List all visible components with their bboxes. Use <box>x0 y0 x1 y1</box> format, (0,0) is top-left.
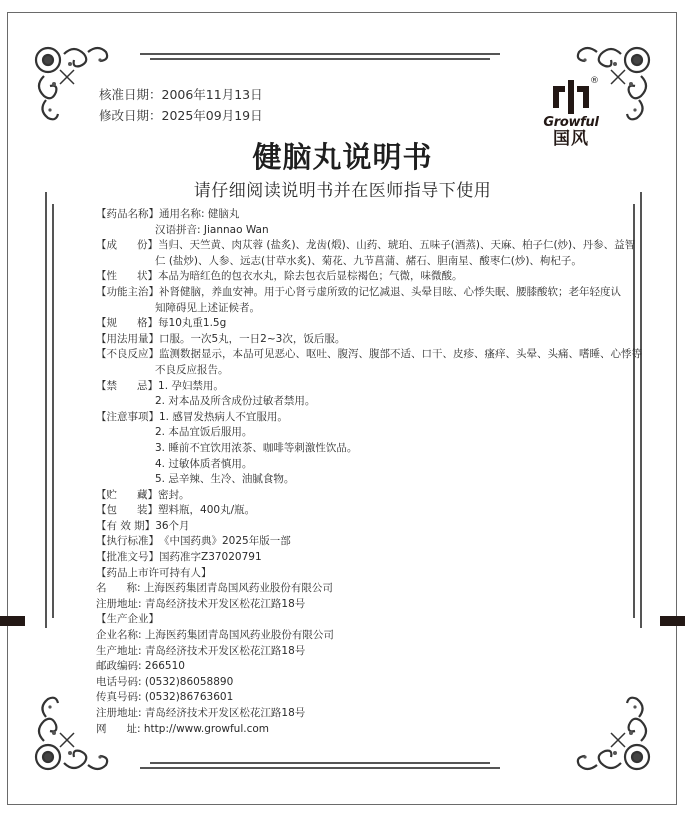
phone-number: (0532)86058890 <box>144 675 234 688</box>
top-border-line <box>140 53 500 55</box>
section-label: 【成 份】 <box>96 239 159 252</box>
section-adverse-reactions <box>96 347 642 363</box>
field-label: 电话号码: <box>96 675 145 688</box>
section-label: 【用法用量】 <box>96 332 159 345</box>
approval-date: 核准日期：2006年11月13日 <box>99 87 263 102</box>
company-name: 上海医药集团青岛国风药业股份有限公司 <box>144 629 334 642</box>
section-label: 【规 格】 <box>96 317 159 330</box>
approval-number-text: 国药准字Z37020791 <box>159 551 262 564</box>
manufacturer-field-row <box>96 690 516 706</box>
section-label: 【贮 藏】 <box>96 488 159 501</box>
registered-mark: ® <box>590 76 599 86</box>
indications-line-2: 知障碍见上述证候者。 <box>155 301 260 314</box>
section-drug-name <box>96 207 516 223</box>
section-dosage <box>96 332 516 348</box>
left-edge-marker <box>0 616 25 626</box>
precaution-item: 5. 忌辛辣、生冷、油腻食物。 <box>155 473 295 486</box>
field-label: 注册地址: <box>96 597 145 610</box>
growful-logo-icon <box>549 76 599 114</box>
section-mah-heading: 【药品上市许可持有人】 <box>96 566 212 579</box>
precaution-item: 3. 睡前不宜饮用浓茶、咖啡等刺激性饮品。 <box>155 441 358 454</box>
website-link[interactable]: http://www.growful.com <box>143 722 270 735</box>
section-standard <box>96 534 516 550</box>
mah-name-row <box>96 581 516 597</box>
section-precautions <box>96 410 516 426</box>
field-label: 传真号码: <box>96 691 145 704</box>
section-label: 【注意事项】 <box>96 410 159 423</box>
section-indications <box>96 285 621 301</box>
section-label: 【执行标准】 <box>96 535 159 548</box>
manufacturer-field-row <box>96 628 516 644</box>
section-character <box>96 269 516 285</box>
mah-address: 青岛经济技术开发区松花江路18号 <box>144 597 306 610</box>
precaution-item: 2. 本品宜饭后服用。 <box>155 426 253 439</box>
field-label: 生产地址: <box>96 644 145 657</box>
manufacturer-field-row <box>96 706 516 722</box>
brand-name-cn: 国风 <box>553 129 589 149</box>
section-manufacturer-heading: 【生产企业】 <box>96 613 159 626</box>
section-label: 【功能主治】 <box>96 285 159 298</box>
left-border-line <box>45 192 47 628</box>
fax-number: (0532)86763601 <box>144 691 234 704</box>
standard-text: 《中国药典》2025年版一部 <box>159 535 291 548</box>
contraindication-item: 1. 孕妇禁用。 <box>158 379 224 392</box>
date-block <box>99 84 263 126</box>
generic-name: 通用名称: 健脑丸 <box>159 208 240 220</box>
section-label: 【禁 忌】 <box>96 379 159 392</box>
bottom-border-line-inner <box>150 762 490 764</box>
flourish-icon <box>555 685 655 777</box>
right-border-line-inner <box>633 204 635 618</box>
section-storage <box>96 488 516 504</box>
specification-text: 每10丸重1.5g <box>158 317 227 330</box>
mah-name: 上海医药集团青岛国风药业股份有限公司 <box>143 582 333 595</box>
section-package <box>96 503 516 519</box>
precaution-item: 1. 感冒发热病人不宜服用。 <box>159 410 288 423</box>
page-title: 健脑丸说明书 <box>252 140 433 174</box>
top-border-line-inner <box>150 58 490 60</box>
section-validity <box>96 519 516 535</box>
contraindication-item: 2. 对本品及所含成份过敏者禁用。 <box>155 395 316 408</box>
section-contraindications <box>96 379 516 395</box>
adverse-line-2: 不良反应报告。 <box>155 363 229 376</box>
corner-ornament-bottom-right <box>555 685 655 777</box>
revision-date: 修改日期：2025年09月19日 <box>99 108 263 123</box>
indications-line-1: 补肾健脑，养血安神。用于心肾亏虚所致的记忆减退、头晕目眩、心悸失眠、腰膝酸软；老年轻度认 <box>159 285 621 298</box>
section-label: 【性 状】 <box>96 270 159 283</box>
production-address: 青岛经济技术开发区松花江路18号 <box>144 644 306 657</box>
section-approval-number <box>96 550 516 566</box>
package-text: 塑料瓶，400丸/瓶。 <box>158 504 256 517</box>
section-label: 【药品名称】 <box>96 208 159 220</box>
registered-address: 青岛经济技术开发区松花江路18号 <box>144 707 306 719</box>
field-label: 邮政编码: <box>96 660 145 673</box>
field-label: 企业名称: <box>96 629 145 642</box>
mah-address-row <box>96 597 516 613</box>
right-edge-marker <box>660 616 685 626</box>
section-label: 【批准文号】 <box>96 551 159 564</box>
section-label: 【包 装】 <box>96 504 159 517</box>
manufacturer-field-row <box>96 722 516 738</box>
manufacturer-field-row <box>96 675 516 691</box>
validity-text: 36个月 <box>155 519 190 532</box>
left-border-line-inner <box>52 204 54 618</box>
page-subtitle: 请仔细阅读说明书并在医师指导下使用 <box>193 181 492 201</box>
storage-text: 密封。 <box>158 488 190 501</box>
manufacturer-field-row <box>96 659 516 675</box>
character-text: 本品为暗红色的包衣水丸，除去包衣后显棕褐色；气微，味微酸。 <box>158 270 463 283</box>
leaflet-body <box>96 207 642 737</box>
manufacturer-field-row <box>96 644 516 660</box>
section-label: 【有 效 期】 <box>96 519 156 532</box>
pinyin-name: 汉语拼音: Jiannao Wan <box>155 223 269 236</box>
field-label: 网 址: <box>96 722 144 735</box>
brand-name-en: Growful <box>543 115 599 130</box>
ingredients-line-1: 当归、天竺黄、肉苁蓉 (盐炙)、龙齿(煅)、山药、琥珀、五味子(酒蒸)、天麻、柏子仁(炒)、丹参、益智 <box>158 239 636 252</box>
section-specification <box>96 316 516 332</box>
postal-code: 266510 <box>144 660 185 673</box>
ingredients-line-2: 仁 (盐炒)、人参、远志(甘草水炙)、菊花、九节菖蒲、赭石、胆南星、酸枣仁(炒)、枸杞子。 <box>155 254 582 267</box>
right-border-line <box>640 192 642 628</box>
dosage-text: 口服。一次5丸，一日2~3次，饭后服。 <box>159 332 346 345</box>
precaution-item: 4. 过敏体质者慎用。 <box>155 457 253 470</box>
bottom-border-line <box>140 767 500 769</box>
adverse-line-1: 监测数据显示，本品可见恶心、呕吐、腹泻、腹部不适、口干、皮疹、瘙痒、头晕、头痛、嗜睡、心悸等 <box>159 348 642 361</box>
section-ingredients <box>96 238 636 254</box>
field-label: 注册地址: <box>96 707 145 719</box>
section-label: 【不良反应】 <box>96 348 159 361</box>
field-label: 名 称: <box>96 582 144 595</box>
